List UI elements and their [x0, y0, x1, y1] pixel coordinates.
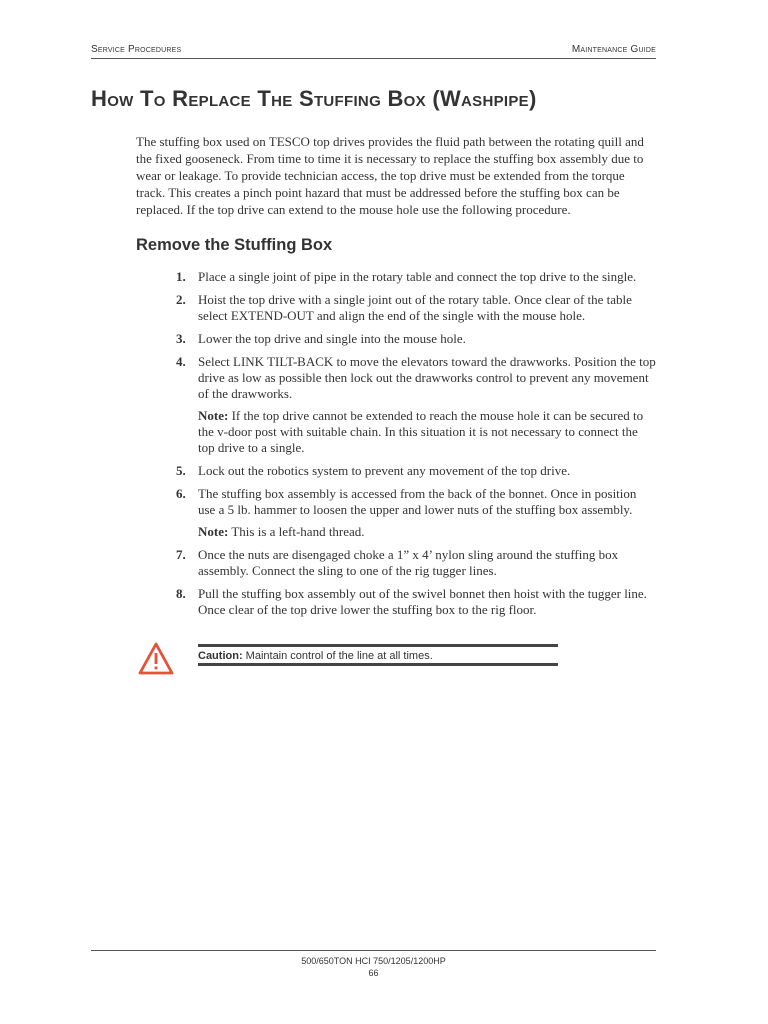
step-text: Lower the top drive and single into the mouse hole. [198, 331, 466, 346]
note-text: This is a left-hand thread. [228, 524, 365, 539]
step-number: 7. [176, 547, 186, 562]
step-4 [170, 354, 656, 456]
step-text: Once the nuts are disengaged choke a 1” x 4’ nylon sling around the stuffing box assembly. Connect the sling to one of the rig tugger lines. [198, 547, 619, 578]
step-text: Hoist the top drive with a single joint out of the rotary table. Once clear of the table select EXTEND-OUT and align the end of the single with the mouse hole. [198, 292, 632, 323]
step-text: Select LINK TILT-BACK to move the elevators toward the drawworks. Position the top drive as low as possible then lock out the drawworks control to prevent any movement of the drawworks. [198, 354, 656, 401]
step-8 [170, 586, 656, 618]
caution-label: Caution: [198, 650, 243, 662]
page-number: 66 [368, 968, 379, 978]
step-number: 6. [176, 486, 186, 501]
step-number: 8. [176, 586, 186, 601]
step-text: The stuffing box assembly is accessed from the back of the bonnet. Once in position use a 5 lb. hammer to loosen the upper and lower nuts of the stuffing box assembly. [198, 486, 637, 517]
page-footer [91, 955, 656, 979]
step-1 [170, 269, 656, 285]
footer-model: 500/650TON HCI 750/1205/1200HP [301, 956, 446, 966]
step-text: Place a single joint of pipe in the rotary table and connect the top drive to the single. [198, 269, 637, 284]
step-text: Pull the stuffing box assembly out of the swivel bonnet then hoist with the tugger line. Once clear of the top drive lower the stuffing box to the rig floor. [198, 586, 647, 617]
step-2 [170, 292, 656, 324]
step-number: 5. [176, 463, 186, 478]
note-label: Note: [198, 408, 229, 423]
caution-text: Maintain control of the line at all times. [242, 650, 433, 662]
step-number: 4. [176, 354, 186, 369]
step-text: Lock out the robotics system to prevent any movement of the top drive. [198, 463, 571, 478]
warning-triangle-icon [138, 641, 174, 677]
header-section-title: Service Procedures [91, 44, 182, 55]
step-number: 2. [176, 292, 186, 307]
page-title: How To Replace The Stuffing Box (Washpipe) [91, 86, 537, 111]
intro-paragraph: The stuffing box used on TESCO top drives provides the fluid path between the rotating quill and the fixed gooseneck. From time to time it is necessary to replace the stuffing box assembly due to wear or leakage. To provide technician access, the top drive must be extended from the torque track. This creates a pinch point hazard that must be addressed before the stuffing box can be replaced. If the top drive can extend to the mouse hole use the following procedure. [136, 134, 644, 217]
step-5 [170, 463, 656, 479]
footer-divider [91, 950, 656, 951]
caution-box [198, 644, 558, 666]
step-6 [170, 486, 656, 540]
note-text: If the top drive cannot be extended to reach the mouse hole it can be secured to the v-door post with suitable chain. In this situation it is not necessary to connect the top drive to a single. [198, 408, 644, 455]
step-7 [170, 547, 656, 579]
page-header [91, 42, 656, 59]
step-number: 3. [176, 331, 186, 346]
step-note [198, 408, 656, 456]
step-number: 1. [176, 269, 186, 284]
step-3 [170, 331, 656, 347]
step-note [198, 524, 656, 540]
procedure-steps [170, 269, 656, 625]
header-document-title: Maintenance Guide [571, 44, 656, 55]
note-label: Note: [198, 524, 229, 539]
section-subtitle: Remove the Stuffing Box [136, 236, 333, 254]
